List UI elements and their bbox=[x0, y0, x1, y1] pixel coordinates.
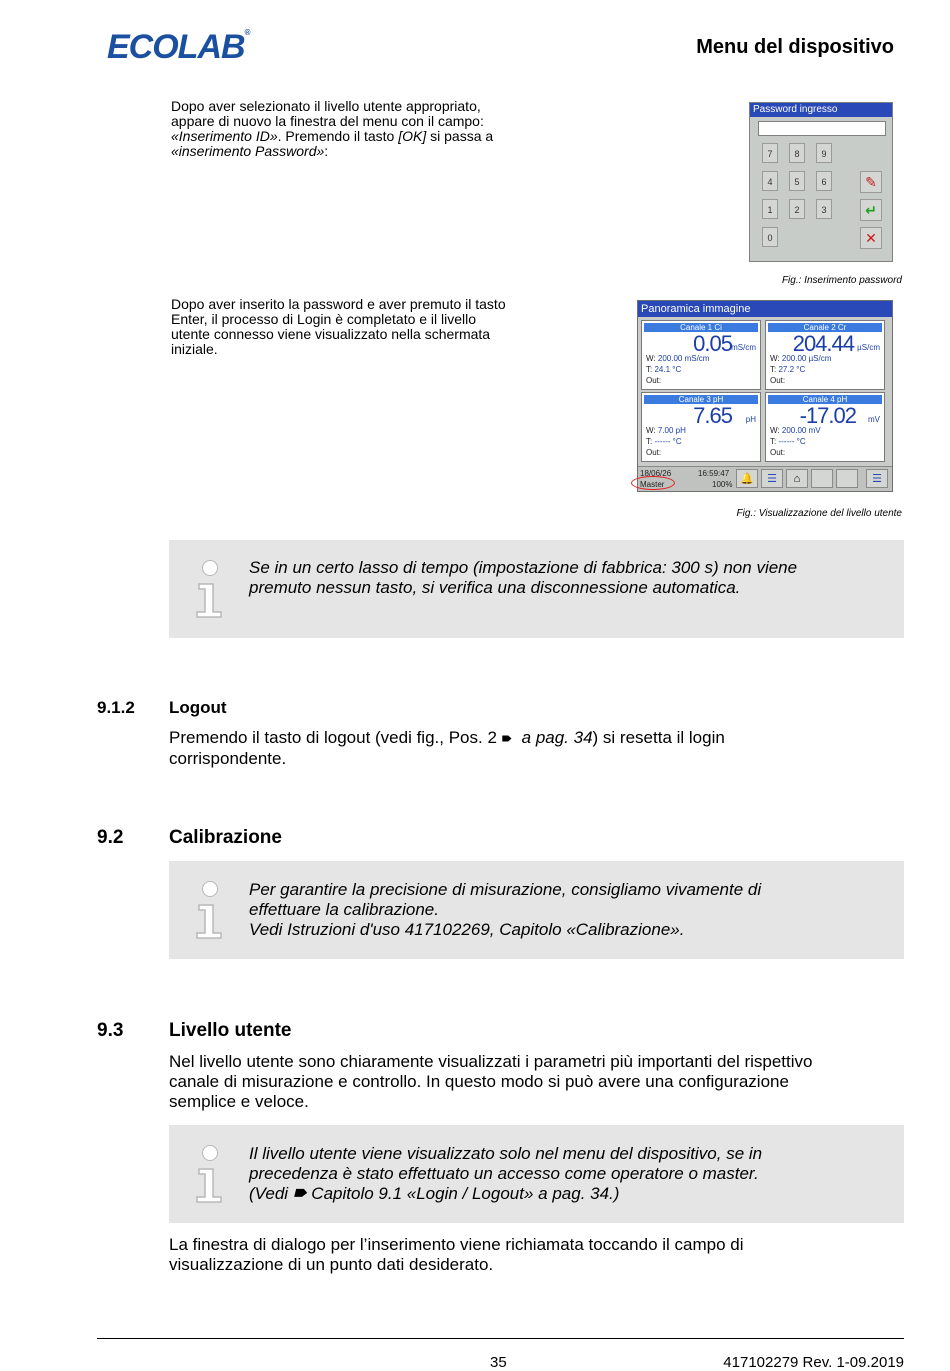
section-title-logout: Logout bbox=[169, 698, 227, 717]
info-icon bbox=[193, 881, 227, 941]
document-revision: 417102279 Rev. 1-09.2019 bbox=[723, 1354, 904, 1371]
key-9: 9 bbox=[816, 143, 832, 163]
intro-paragraph-1: Dopo aver selezionato il livello utente appropriato, appare di nuovo la finestra del menu con il campo: «Inserimento ID». Premendo il tasto [OK] si passa a «inserimento Password»: bbox=[171, 98, 494, 159]
figure-caption-user-level: Fig.: Visualizzazione del livello utente bbox=[736, 508, 902, 519]
user-level-highlight-ellipse bbox=[631, 476, 675, 490]
intro-paragraph-2: Dopo aver inserito la password e aver premuto il tasto Enter, il processo di Login è completato e il livello utente connesso viene visualizzato nella schermata iniziale. bbox=[171, 296, 506, 357]
info-icon bbox=[193, 560, 227, 620]
key-1: 1 bbox=[762, 199, 778, 219]
status-bar bbox=[638, 466, 892, 491]
status-user-level: Master bbox=[640, 480, 665, 489]
menu-arrow-icon: ☰ bbox=[866, 469, 888, 488]
key-6: 6 bbox=[816, 171, 832, 191]
overview-panel-title: Panoramica immagine bbox=[638, 301, 892, 317]
info-icon bbox=[193, 1145, 227, 1205]
status-date: 18/06/26 bbox=[640, 469, 672, 478]
user-level-paragraph: Nel livello utente sono chiaramente visualizzati i parametri più importanti del rispettivo canale di misurazione e controllo. In questo modo si può avere una configurazione semplice e veloce. bbox=[169, 1052, 813, 1111]
eraser-icon: ✎ bbox=[860, 171, 882, 193]
status-time: 16:59:47 bbox=[698, 469, 730, 478]
list-icon: ☰ bbox=[761, 469, 783, 488]
password-field bbox=[758, 121, 886, 136]
section-number-9-1-2: 9.1.2 bbox=[97, 698, 135, 717]
key-8: 8 bbox=[789, 143, 805, 163]
close-icon: ✕ bbox=[860, 227, 882, 249]
logout-paragraph: Premendo il tasto di logout (vedi fig., Pos. 2 🠶 a pag. 34) si resetta il login corrispondente. bbox=[169, 728, 725, 768]
channel-1-tile: Canale 1 Ci 0.05 mS/cm W: 200.00 mS/cm T: 24.1 °C Out: bbox=[641, 320, 761, 390]
info-box-user-level: Il livello utente viene visualizzato solo nel menu del dispositivo, se in precedenza è stato effettuato un accesso come operatore o master. (Vedi 🠶 Capitolo 9.1 «Login / Logout» a pag. 34.) bbox=[169, 1125, 904, 1223]
key-4: 4 bbox=[762, 171, 778, 191]
status-percent: 100% bbox=[712, 480, 733, 489]
section-number-9-2: 9.2 bbox=[97, 827, 124, 848]
channel-2-tile: Canale 2 Cr 204.44 µS/cm W: 200.00 µS/cm T: 27.2 °C Out: bbox=[765, 320, 885, 390]
key-2: 2 bbox=[789, 199, 805, 219]
footer-divider bbox=[97, 1338, 904, 1339]
arrow-icon: 🠶 bbox=[501, 731, 513, 746]
closing-paragraph: La finestra di dialogo per l’inserimento viene richiamata toccando il campo di visualizzazione di un punto dati desiderato. bbox=[169, 1235, 744, 1274]
page-number: 35 bbox=[490, 1354, 507, 1371]
page-header-title: Menu del dispositivo bbox=[696, 36, 894, 58]
password-entry-screenshot bbox=[749, 102, 893, 262]
blank-button-icon-2 bbox=[836, 469, 858, 488]
info-box-auto-logout: Se in un certo lasso di tempo (impostazione di fabbrica: 300 s) non viene premuto nessun tasto, si verifica una disconnessione automatica. bbox=[169, 540, 904, 638]
password-panel-title: Password ingresso bbox=[750, 103, 892, 117]
section-title-livello-utente: Livello utente bbox=[169, 1020, 292, 1041]
section-title-calibrazione: Calibrazione bbox=[169, 827, 282, 848]
bell-icon: 🔔 bbox=[736, 469, 758, 488]
figure-caption-password: Fig.: Inserimento password bbox=[781, 275, 902, 286]
home-icon: ⌂ bbox=[786, 469, 808, 488]
section-number-9-3: 9.3 bbox=[97, 1020, 124, 1041]
channel-3-tile: Canale 3 pH 7.65 pH W: 7.00 pH T: ------ °C Out: bbox=[641, 392, 761, 462]
channel-4-tile: Canale 4 pH -17.02 mV W: 200.00 mV T: ------ °C Out: bbox=[765, 392, 885, 462]
enter-icon: ↵ bbox=[860, 199, 882, 221]
key-7: 7 bbox=[762, 143, 778, 163]
info-box-calibration: Per garantire la precisione di misurazione, consigliamo vivamente di effettuare la calibrazione. Vedi Istruzioni d'uso 417102269, Capitolo «Calibrazione». bbox=[169, 861, 904, 959]
key-3: 3 bbox=[816, 199, 832, 219]
key-5: 5 bbox=[789, 171, 805, 191]
ecolab-logo: ECOLAB® bbox=[107, 28, 250, 66]
blank-button-icon bbox=[811, 469, 833, 488]
user-level-overview-screenshot bbox=[637, 300, 893, 492]
key-0: 0 bbox=[762, 227, 778, 247]
